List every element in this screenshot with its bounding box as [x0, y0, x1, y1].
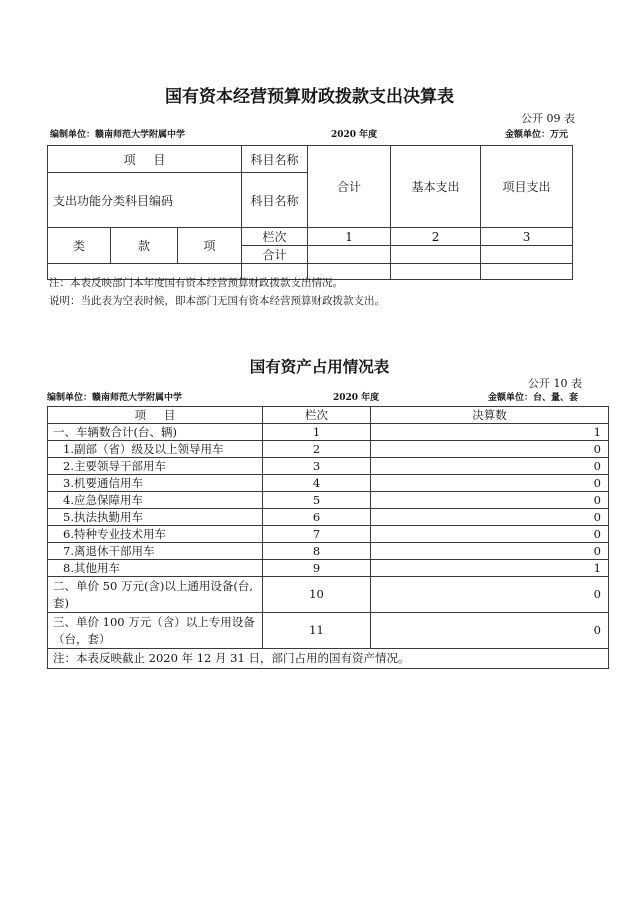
- row-label-law-enforcement-vehicles: 5.执法执勤用车: [48, 509, 263, 526]
- table-row: [48, 543, 609, 560]
- row-value: 0: [371, 613, 609, 649]
- table09-year: 2020 年度: [331, 130, 378, 140]
- table09-title: 国有资本经营预算财政拨款支出决算表: [165, 87, 454, 107]
- table-row: [48, 492, 609, 509]
- row-label-special-technical-vehicles: 6.特种专业技术用车: [48, 526, 263, 543]
- empty-cell: [481, 246, 573, 264]
- row-column-number: 8: [263, 543, 371, 560]
- table-row: [48, 458, 609, 475]
- table10-code: 公开 10 表: [528, 377, 582, 390]
- table09-note: 注：本表反映部门本年度国有资本经营预算财政拨款支出情况。: [49, 277, 343, 289]
- table-header-row: [48, 407, 609, 424]
- state-capital-expenditure-table: [47, 145, 573, 280]
- total-header: 合计: [308, 146, 391, 228]
- function-code-header: 支出功能分类科目编码: [48, 173, 242, 228]
- basic-expenditure-header: 基本支出: [391, 146, 481, 228]
- row-label-vehicles-total: 一、车辆数合计(台、辆): [48, 424, 263, 441]
- row-label-other-vehicles: 8.其他用车: [48, 560, 263, 577]
- table10-year: 2020 年度: [333, 393, 380, 403]
- row-column-number: 4: [263, 475, 371, 492]
- table09-code: 公开 09 表: [521, 112, 575, 125]
- row-column-number: 9: [263, 560, 371, 577]
- table10-amount-unit: 金额单位：台、量、套: [487, 393, 578, 403]
- row-label-emergency-vehicles: 4.应急保障用车: [48, 492, 263, 509]
- section-header: 款: [111, 228, 178, 264]
- row-value: 0: [371, 492, 609, 509]
- column-number: 3: [481, 228, 573, 246]
- column-number: 2: [391, 228, 481, 246]
- row-column-number: 3: [263, 458, 371, 475]
- table09-explanation: 说明：当此表为空表时候，即本部门无国有资本经营预算财政拨款支出。: [49, 295, 385, 307]
- row-label-confidential-comm-vehicles: 3.机要通信用车: [48, 475, 263, 492]
- category-header: 类: [48, 228, 111, 264]
- row-column-number: 5: [263, 492, 371, 509]
- table-row: [48, 509, 609, 526]
- table10-compiling-unit: 编制单位：赣南师范大学附属中学: [47, 393, 183, 403]
- empty-cell: [308, 246, 391, 264]
- table-note-row: [48, 649, 609, 669]
- empty-cell: [391, 246, 481, 264]
- column-number-header: 栏次: [242, 228, 308, 246]
- sum-label: 合计: [242, 246, 308, 264]
- row-column-number: 2: [263, 441, 371, 458]
- column-number-header: 栏次: [263, 407, 371, 424]
- row-value: 0: [371, 526, 609, 543]
- row-label-special-equipment: 三、单价 100 万元（含）以上专用设备（台，套）: [48, 613, 263, 649]
- table-row: [48, 613, 609, 649]
- table-row: [48, 475, 609, 492]
- row-label-retired-cadre-vehicles: 7.离退休干部用车: [48, 543, 263, 560]
- row-column-number: 7: [263, 526, 371, 543]
- row-value: 0: [371, 475, 609, 492]
- row-label-general-equipment: 二、单价 50 万元(含)以上通用设备(台,套): [48, 577, 263, 613]
- table-row: [48, 560, 609, 577]
- table09-amount-unit: 金额单位：万元: [504, 130, 568, 140]
- row-value: 0: [371, 543, 609, 560]
- table09-compiling-unit: 编制单位：赣南师范大学附属中学: [50, 130, 186, 140]
- row-value: 0: [371, 577, 609, 613]
- row-value: 1: [371, 424, 609, 441]
- row-column-number: 10: [263, 577, 371, 613]
- item-header: 项 目: [48, 407, 263, 424]
- row-column-number: 1: [263, 424, 371, 441]
- row-label-leader-vehicles: 2.主要领导干部用车: [48, 458, 263, 475]
- subject-name-header: 科目名称: [242, 173, 308, 228]
- column-number: 1: [308, 228, 391, 246]
- row-value: 0: [371, 458, 609, 475]
- table-row: [48, 424, 609, 441]
- final-value-header: 决算数: [371, 407, 609, 424]
- empty-cell: [481, 264, 573, 280]
- empty-cell: [391, 264, 481, 280]
- row-value: 0: [371, 509, 609, 526]
- table-row: [48, 526, 609, 543]
- table-row: [48, 441, 609, 458]
- row-column-number: 11: [263, 613, 371, 649]
- subject-name-header: 科目名称: [242, 146, 308, 173]
- state-assets-table: [47, 406, 609, 669]
- row-value: 0: [371, 441, 609, 458]
- table10-title: 国有资产占用情况表: [249, 357, 390, 376]
- table10-note: 注：本表反映截止 2020 年 12 月 31 日，部门占用的国有资产情况。: [48, 649, 609, 669]
- item-code-header: 项: [178, 228, 242, 264]
- table-row: [48, 146, 573, 173]
- row-label-senior-leader-vehicles: 1.副部（省）级及以上领导用车: [48, 441, 263, 458]
- table-row: [48, 577, 609, 613]
- row-column-number: 6: [263, 509, 371, 526]
- row-value: 1: [371, 560, 609, 577]
- table-row: [48, 228, 573, 246]
- item-header: 项 目: [48, 146, 242, 173]
- project-expenditure-header: 项目支出: [481, 146, 573, 228]
